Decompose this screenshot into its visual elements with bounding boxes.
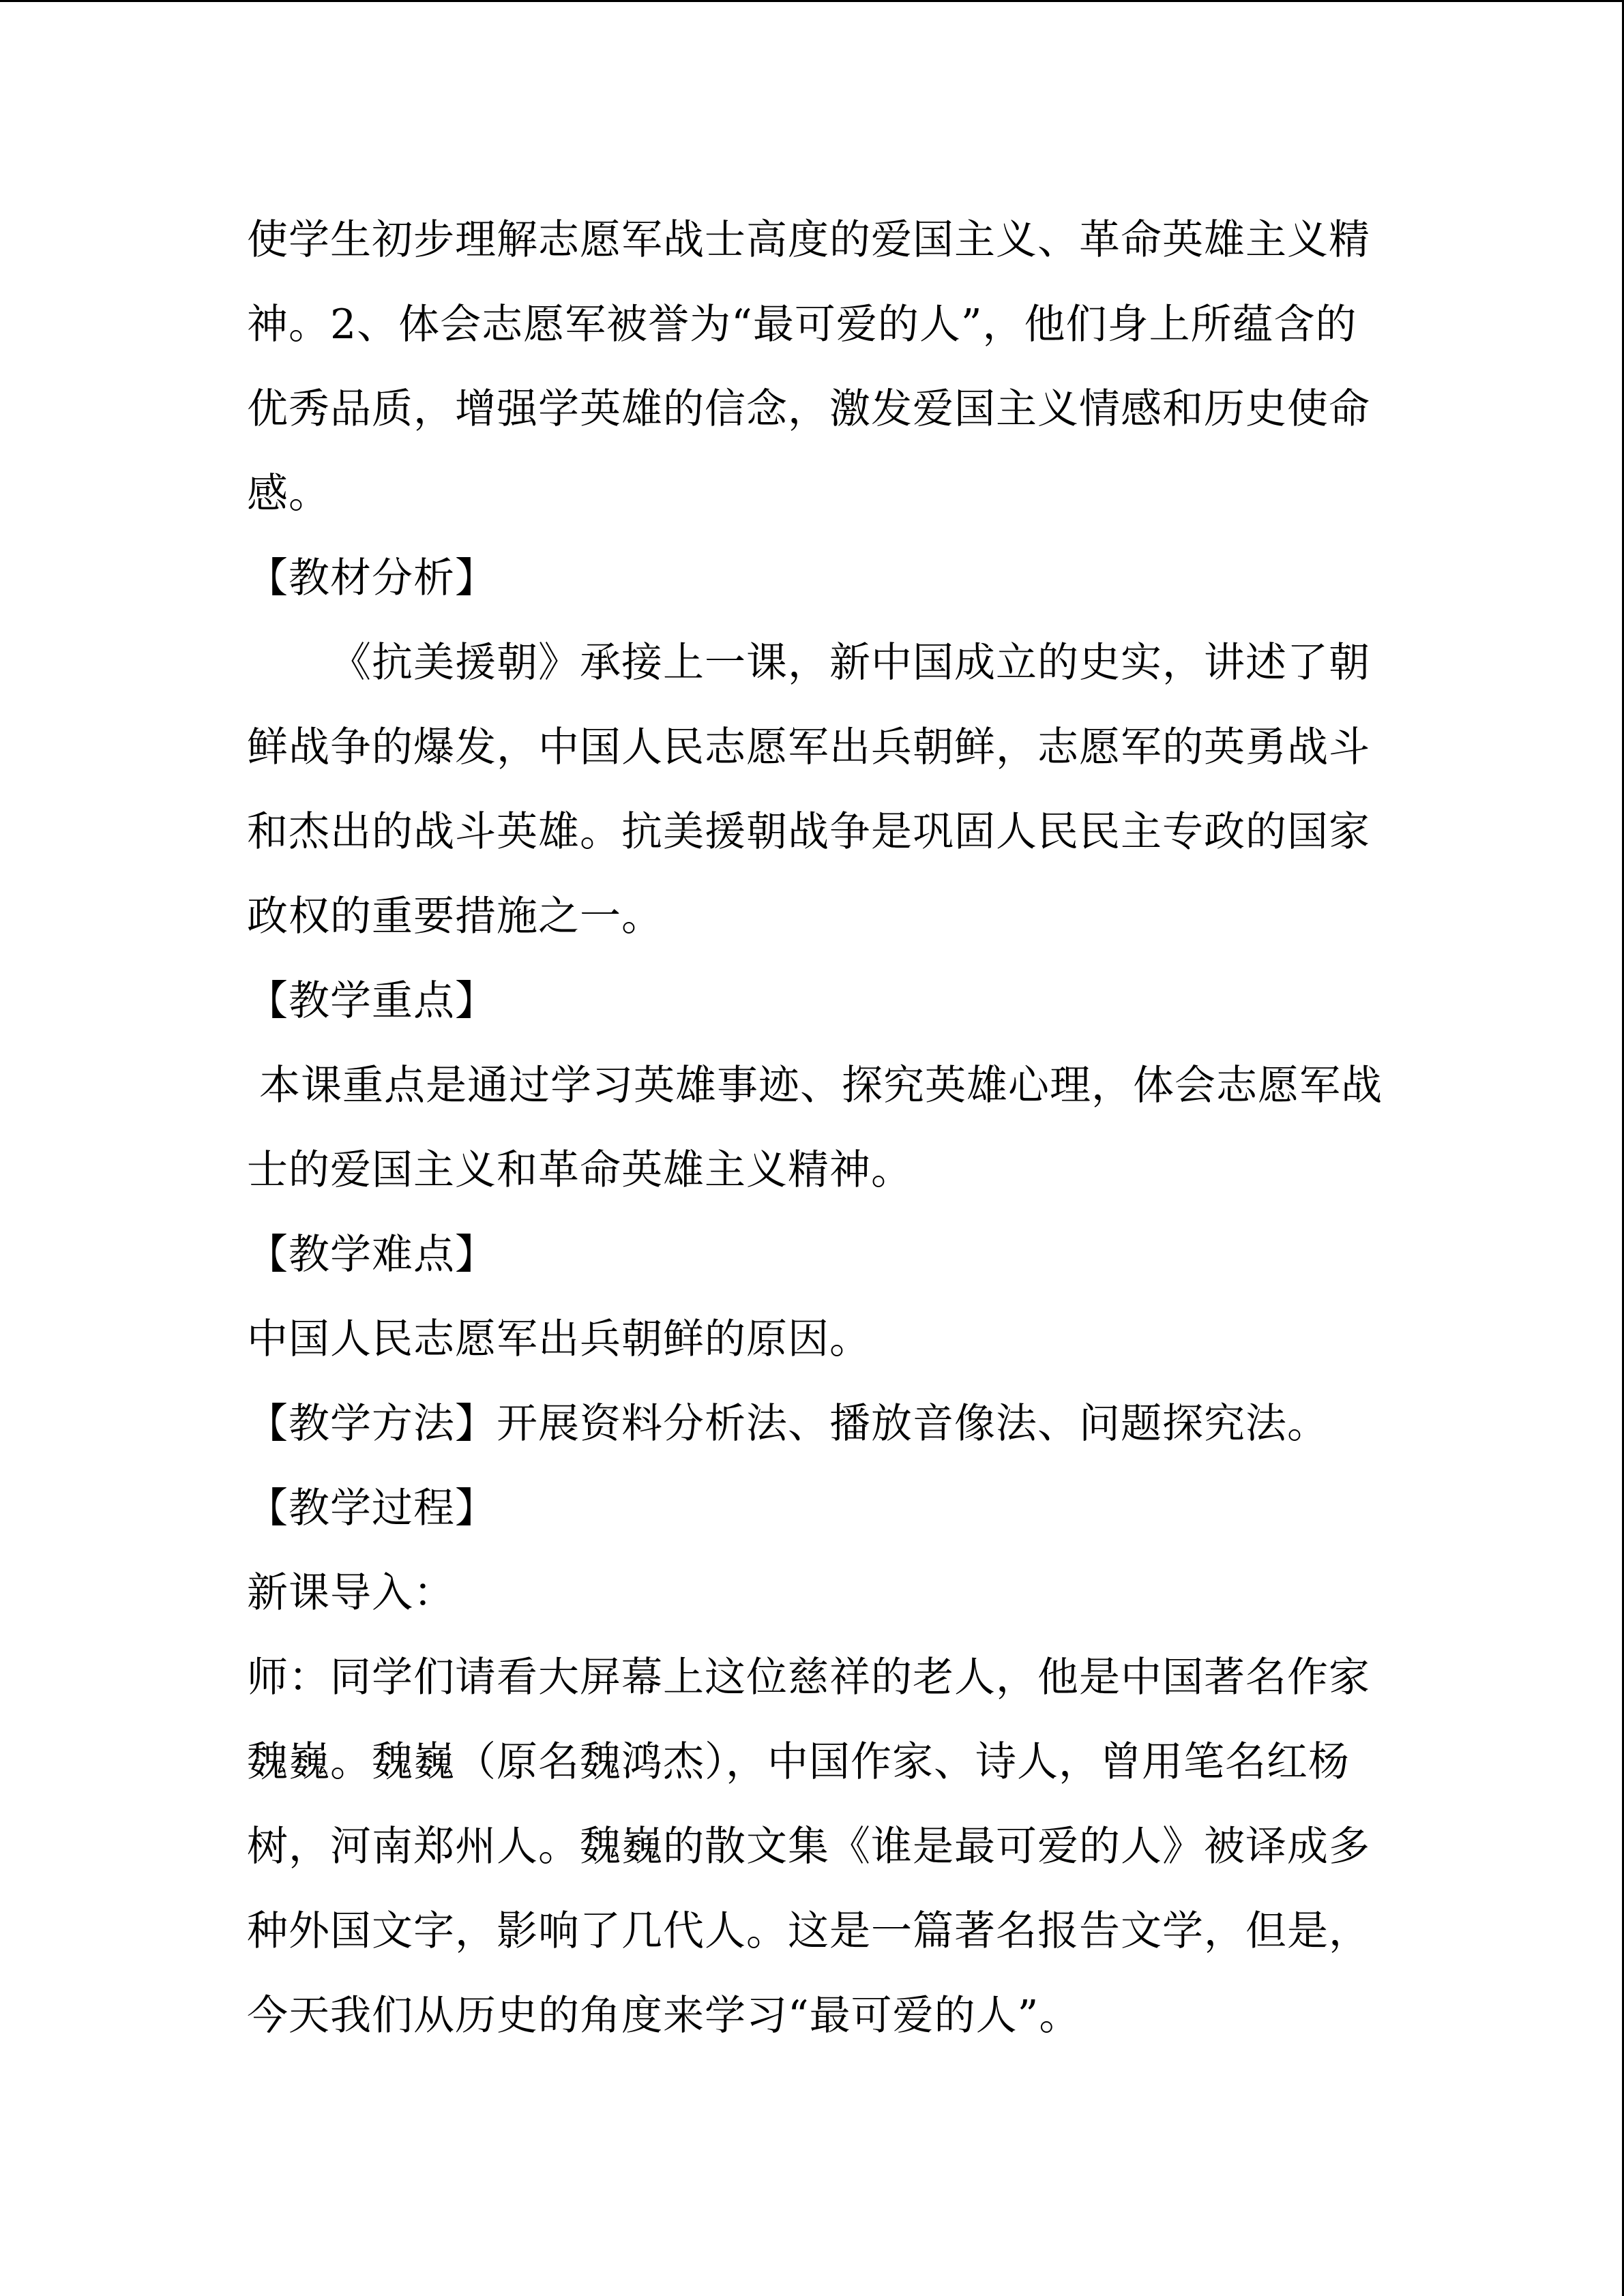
objective-line-4: 感。	[247, 470, 330, 518]
document-body	[247, 198, 1383, 2058]
section-heading-key-points: 【教学重点】	[247, 977, 497, 1025]
difficulties-line-1: 中国人民志愿军出兵朝鲜的原因。	[247, 1315, 871, 1363]
analysis-line-2: 鲜战争的爆发，中国人民志愿军出兵朝鲜，志愿军的英勇战斗	[247, 724, 1370, 771]
objective-line-1: 使学生初步理解志愿军战士高度的爱国主义、革命英雄主义精	[247, 216, 1370, 264]
intro-line-4: 种外国文字，影响了几代人。这是一篇著名报告文学，但是，	[247, 1907, 1370, 1955]
intro-line-1: 师：同学们请看大屏幕上这位慈祥的老人，他是中国著名作家	[247, 1654, 1370, 1701]
intro-line-3: 树，河南郑州人。魏巍的散文集《谁是最可爱的人》被译成多	[247, 1823, 1370, 1870]
section-heading-textbook-analysis: 【教材分析】	[247, 554, 497, 602]
analysis-line-4: 政权的重要措施之一。	[247, 893, 663, 940]
key-points-line-2: 士的爱国主义和革命英雄主义精神。	[247, 1146, 913, 1194]
objective-line-3: 优秀品质，增强学英雄的信念，激发爱国主义情感和历史使命	[247, 385, 1370, 433]
analysis-line-3: 和杰出的战斗英雄。抗美援朝战争是巩固人民民主专政的国家	[247, 808, 1370, 856]
objective-line-2: 神。2、体会志愿军被誉为“最可爱的人”，他们身上所蕴含的	[247, 301, 1357, 348]
section-heading-process: 【教学过程】	[247, 1485, 497, 1532]
section-methods-line: 【教学方法】开展资料分析法、播放音像法、问题探究法。	[247, 1400, 1329, 1448]
intro-line-5: 今天我们从历史的角度来学习“最可爱的人”。	[247, 1992, 1081, 2040]
intro-label: 新课导入：	[247, 1569, 455, 1617]
key-points-line-1: 本课重点是通过学习英雄事迹、探究英雄心理，体会志愿军战	[259, 1062, 1383, 1109]
analysis-line-1: 《抗美援朝》承接上一课，新中国成立的史实，讲述了朝	[330, 639, 1370, 687]
intro-line-2: 魏巍。魏巍（原名魏鸿杰），中国作家、诗人，曾用笔名红杨	[247, 1738, 1350, 1786]
section-heading-difficulties: 【教学难点】	[247, 1231, 497, 1279]
